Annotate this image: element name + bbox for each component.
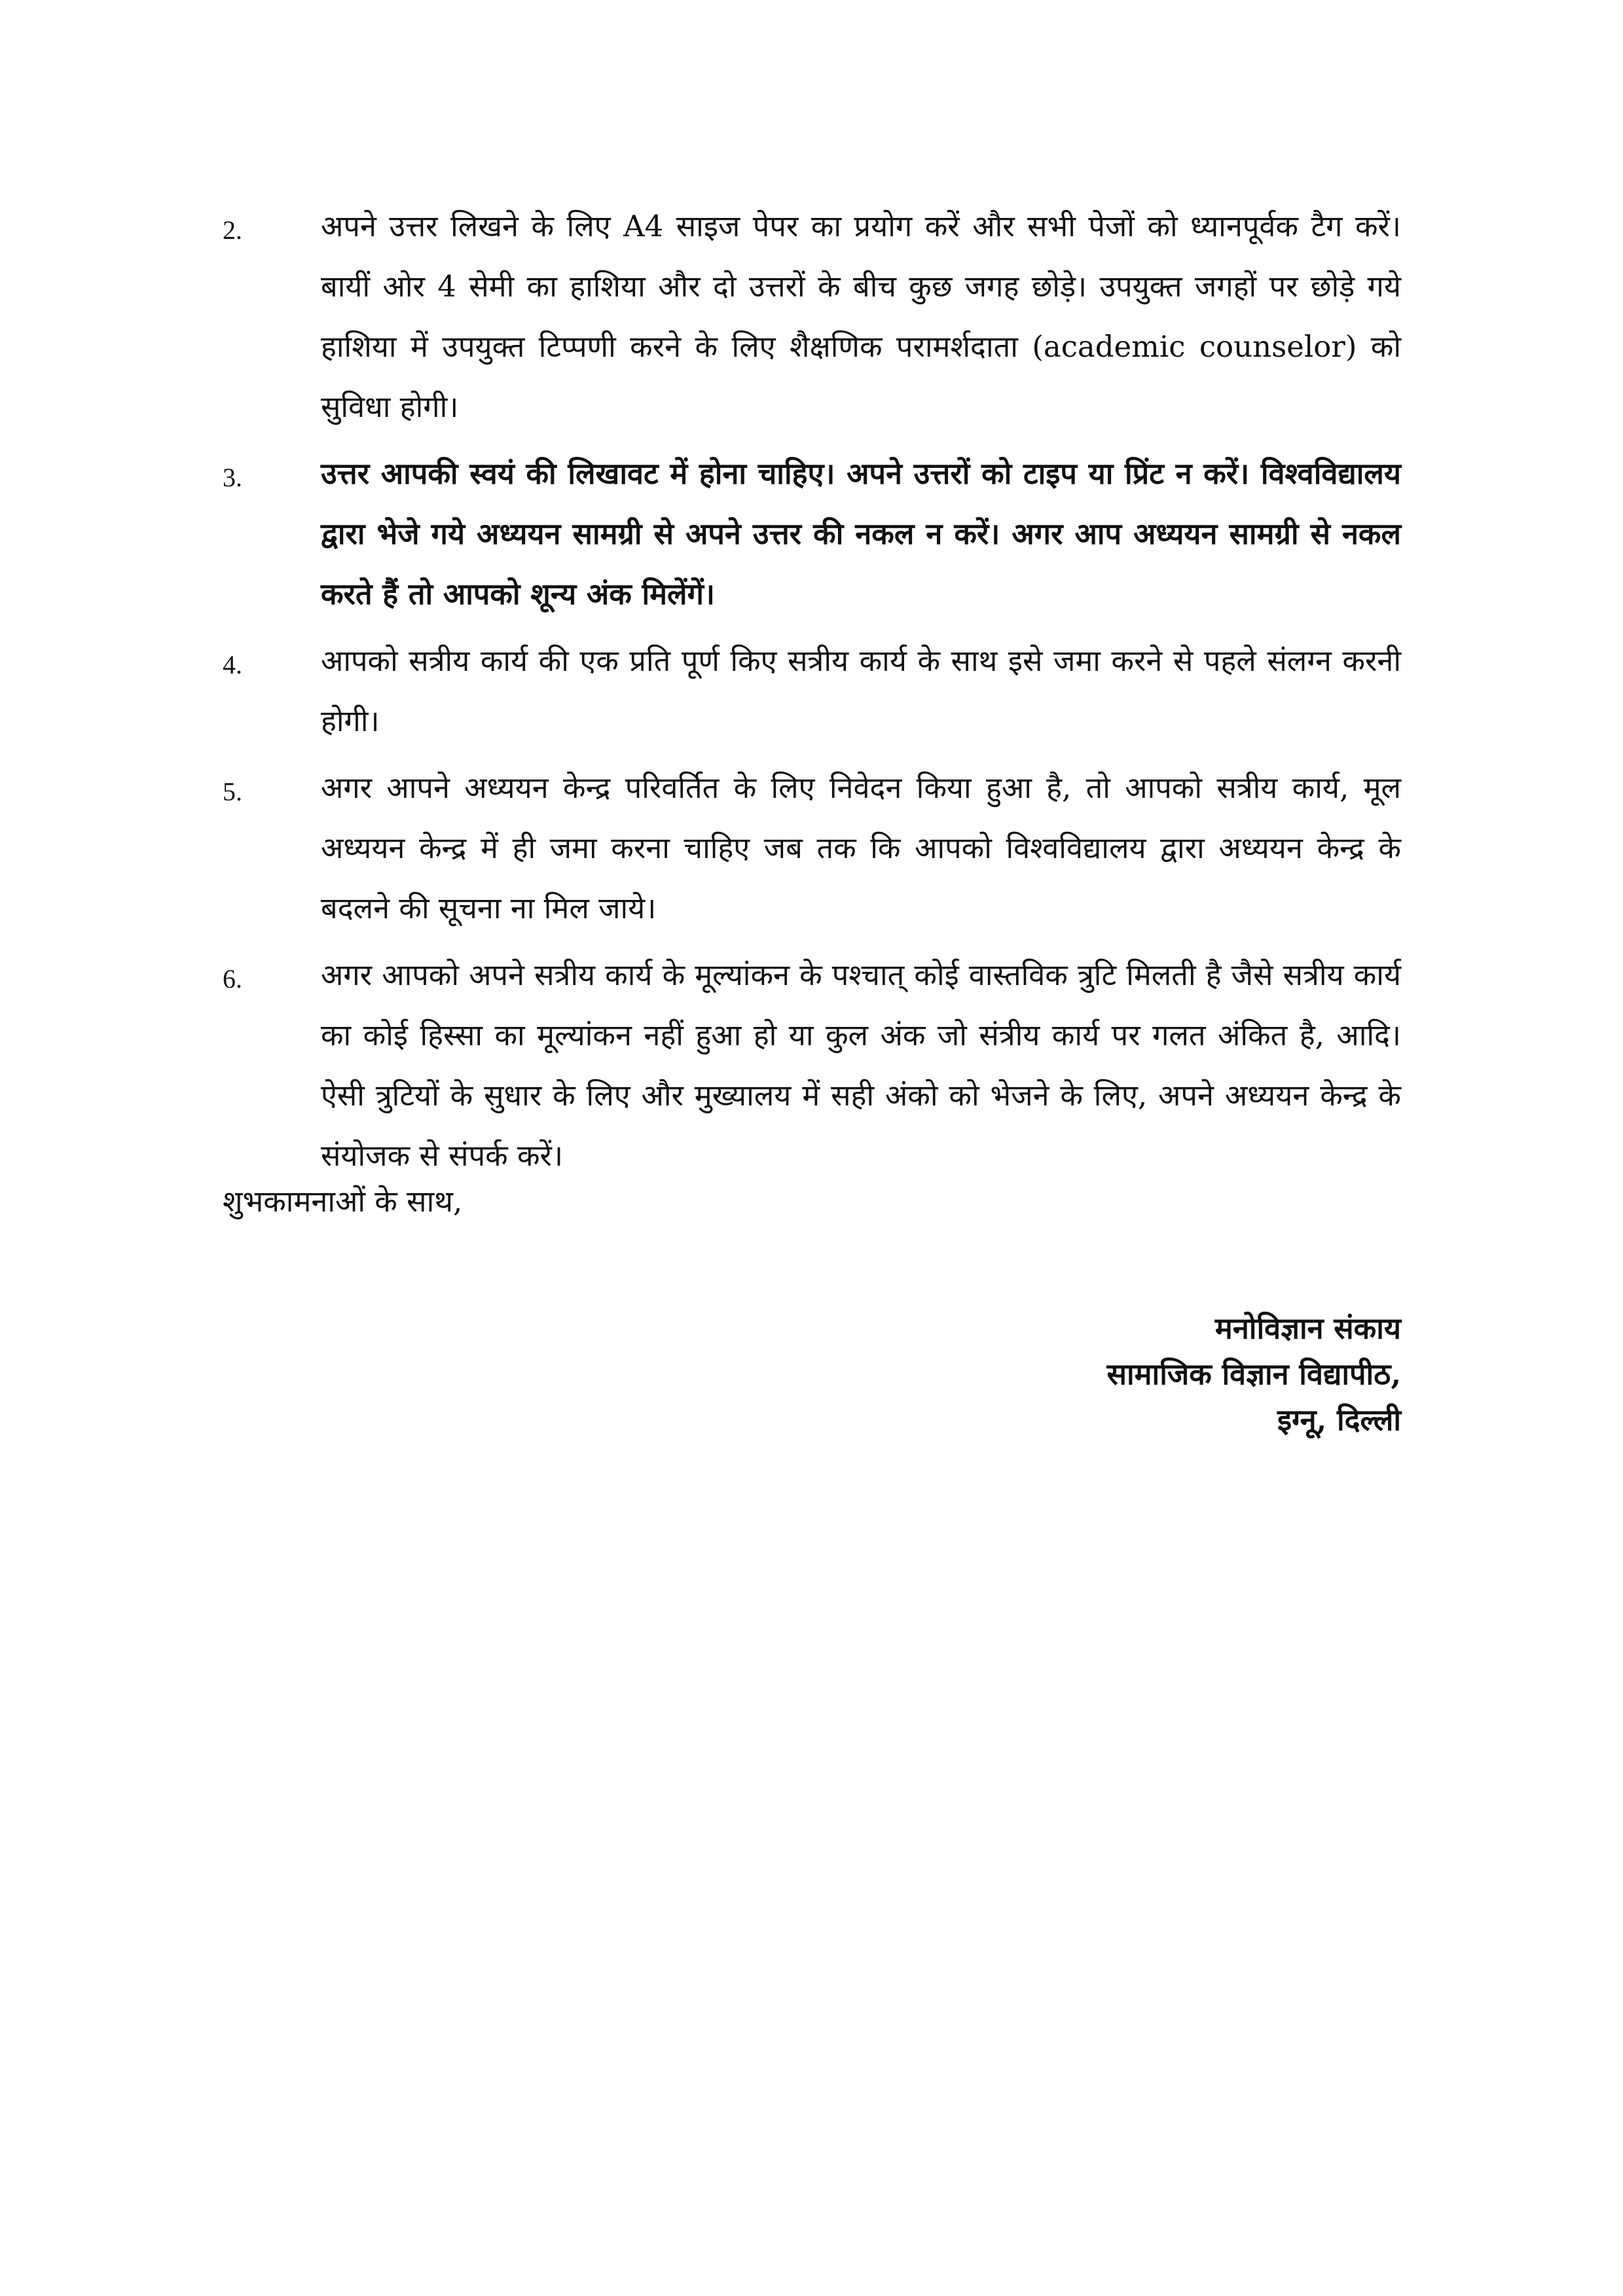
instruction-item-4 — [223, 631, 1401, 751]
item-number: 3. — [223, 463, 242, 492]
signature-faculty: मनोविज्ञान संकाय — [1214, 1311, 1401, 1346]
item-text: अगर आपको अपने सत्रीय कार्य के मूल्यांकन के पश्चात् कोई वास्तविक त्रुटि मिलती है जैसे सत्रीय कार्य का कोई हिस्सा का मूल्यांकन नहीं हुआ हो या कुल अंक जो संत्रीय कार्य पर गलत अंकित है, आदि। ऐसी त्रुटियों के सुधार के लिए और मुख्यालय में सही अंको को भेजने के लिए, अपने अध्ययन केन्द्र के संयोजक से संपर्क करें। — [321, 958, 1401, 1173]
instruction-list — [223, 196, 1401, 1193]
item-text: अगर आपने अध्ययन केन्द्र परिवर्तित के लिए निवेदन किया हुआ है, तो आपको सत्रीय कार्य, मूल अध्ययन केन्द्र में ही जमा करना चाहिए जब तक कि आपको विश्वविद्यालय द्वारा अध्ययन केन्द्र के बदलने की सूचना ना मिल जाये। — [321, 770, 1401, 925]
item-number: 6. — [223, 964, 242, 994]
signature-block — [1107, 1306, 1401, 1443]
instruction-item-5 — [223, 758, 1401, 939]
item-text: अपने उत्तर लिखने के लिए A4 साइज पेपर का प्रयोग करें और सभी पेजों को ध्यानपूर्वक टैग करें। बायीं ओर 4 सेमी का हाशिया और दो उत्तरों के बीच कुछ जगह छोड़े। उपयुक्त जगहों पर छोड़े गये हाशिया में उपयुक्त टिप्पणी करने के लिए शैक्षणिक परामर्शदाता (academic counselor) को सुविधा होगी। — [321, 209, 1401, 424]
closing-salutation: शुभकामनाओं के साथ, — [223, 1184, 463, 1219]
item-text: उत्तर आपकी स्वयं की लिखावट में होना चाहिए। अपने उत्तरों को टाइप या प्रिंट न करें। विश्वविद्यालय द्वारा भेजे गये अध्ययन सामग्री से अपने उत्तर की नकल न करें। अगर आप अध्ययन सामग्री से नकल करते हैं तो आपको शून्य अंक मिलेंगें। — [321, 456, 1401, 611]
instruction-item-2 — [223, 196, 1401, 437]
instruction-item-3 — [223, 444, 1401, 624]
item-text: आपको सत्रीय कार्य की एक प्रति पूर्ण किए सत्रीय कार्य के साथ इसे जमा करने से पहले संलग्न करनी होगी। — [321, 643, 1401, 738]
item-number: 2. — [223, 215, 242, 245]
item-number: 5. — [223, 777, 242, 806]
signature-school: सामाजिक विज्ञान विद्यापीठ, — [1106, 1357, 1401, 1391]
signature-university: इग्नू, दिल्ली — [1277, 1403, 1401, 1437]
item-number: 4. — [223, 650, 242, 679]
instruction-item-6 — [223, 945, 1401, 1186]
